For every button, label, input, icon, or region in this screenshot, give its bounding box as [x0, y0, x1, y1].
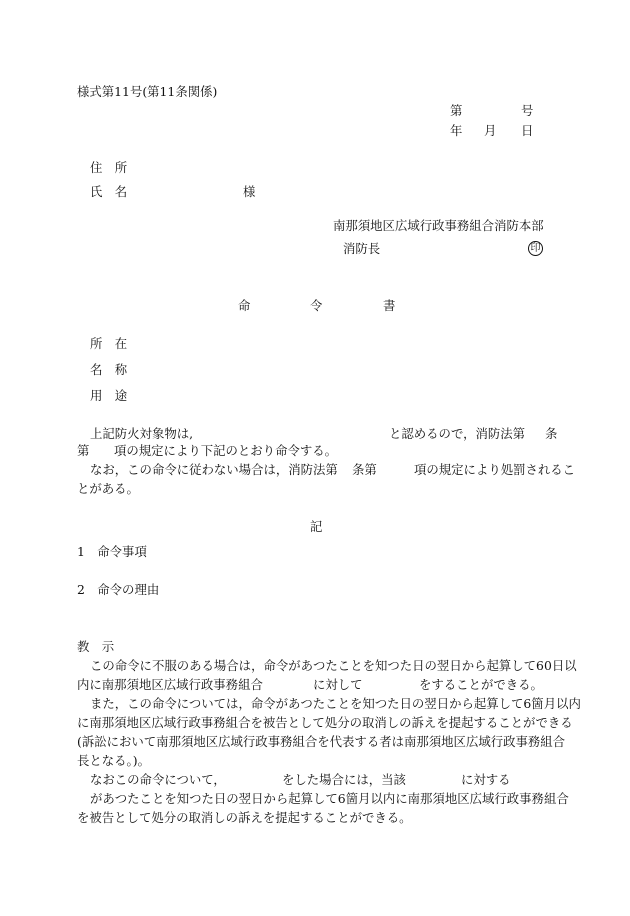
body-p2-line2: とがある。 [77, 481, 139, 496]
ki-label: 記 [310, 519, 323, 534]
title-char-3: 書 [383, 298, 396, 313]
seal-icon: 印 [528, 241, 543, 256]
number-go: 号 [521, 103, 534, 118]
instruction-line-2b: に対して [313, 677, 363, 692]
item-order: 1 命令事項 [77, 544, 147, 559]
instruction-line-7c: に対する [461, 772, 511, 787]
address-label: 住 所 [90, 160, 128, 175]
body-p1-line2-a: 第 [77, 443, 90, 458]
instruction-line-4: に南那須地区広域行政事務組合を被告として処分の取消しの訴えを提起することができる [77, 715, 573, 730]
issuer-organization: 南那須地区広域行政事務組合消防本部 [333, 218, 544, 233]
issuer-title: 消防長 [343, 241, 381, 256]
date-day: 日 [521, 123, 534, 138]
instruction-line-2c: をすることができる。 [419, 677, 543, 692]
instruction-line-8: があつたことを知つた日の翌日から起算して6箇月以内に南那須地区広域行政事務組合 [90, 791, 569, 806]
instruction-line-2a: 内に南那須地区広域行政事務組合 [77, 677, 263, 692]
instruction-line-7a: なおこの命令について， [90, 772, 226, 787]
instruction-line-7b: をした場合には，当該 [282, 772, 406, 787]
field-location: 所 在 [90, 336, 128, 351]
date-year: 年 [450, 123, 463, 138]
body-p2-line1-b: 条第 [352, 462, 377, 477]
field-name: 名 称 [90, 362, 128, 377]
body-p1-line1-c: 条 [545, 426, 558, 441]
form-label: 様式第11号(第11条関係) [77, 84, 218, 99]
body-p1-line1-b: と認めるので，消防法第 [389, 426, 526, 441]
body-p2-line1-a: なお，この命令に従わない場合は，消防法第 [90, 462, 338, 477]
honorific: 様 [243, 184, 256, 199]
instruction-line-6: 長となる。)。 [77, 753, 150, 768]
date-month: 月 [484, 123, 497, 138]
number-dai: 第 [450, 103, 463, 118]
field-usage: 用 途 [90, 388, 128, 403]
title-char-2: 令 [310, 298, 323, 313]
instruction-heading: 教 示 [77, 639, 115, 654]
instruction-line-1: この命令に不服のある場合は，命令があつたことを知つた日の翌日から起算して60日以 [90, 658, 577, 673]
body-p1-line1-a: 上記防火対象物は, [90, 426, 194, 441]
instruction-line-9: を被告として処分の取消しの訴えを提起することができる。 [77, 810, 412, 825]
title-char-1: 命 [238, 298, 251, 313]
body-p2-line1-c: 項の規定により処罰されるこ [414, 462, 576, 477]
instruction-line-5: (訴訟において南那須地区広域行政事務組合を代表する者は南那須地区広域行政事務組合 [77, 734, 566, 749]
item-reason: 2 命令の理由 [77, 582, 160, 597]
name-label: 氏 名 [90, 184, 128, 199]
instruction-line-3: また，この命令については，命令があつたことを知つた日の翌日から起算して6箇月以内 [90, 696, 581, 711]
body-p1-line2-b: 項の規定により下記のとおり命令する。 [114, 443, 338, 458]
